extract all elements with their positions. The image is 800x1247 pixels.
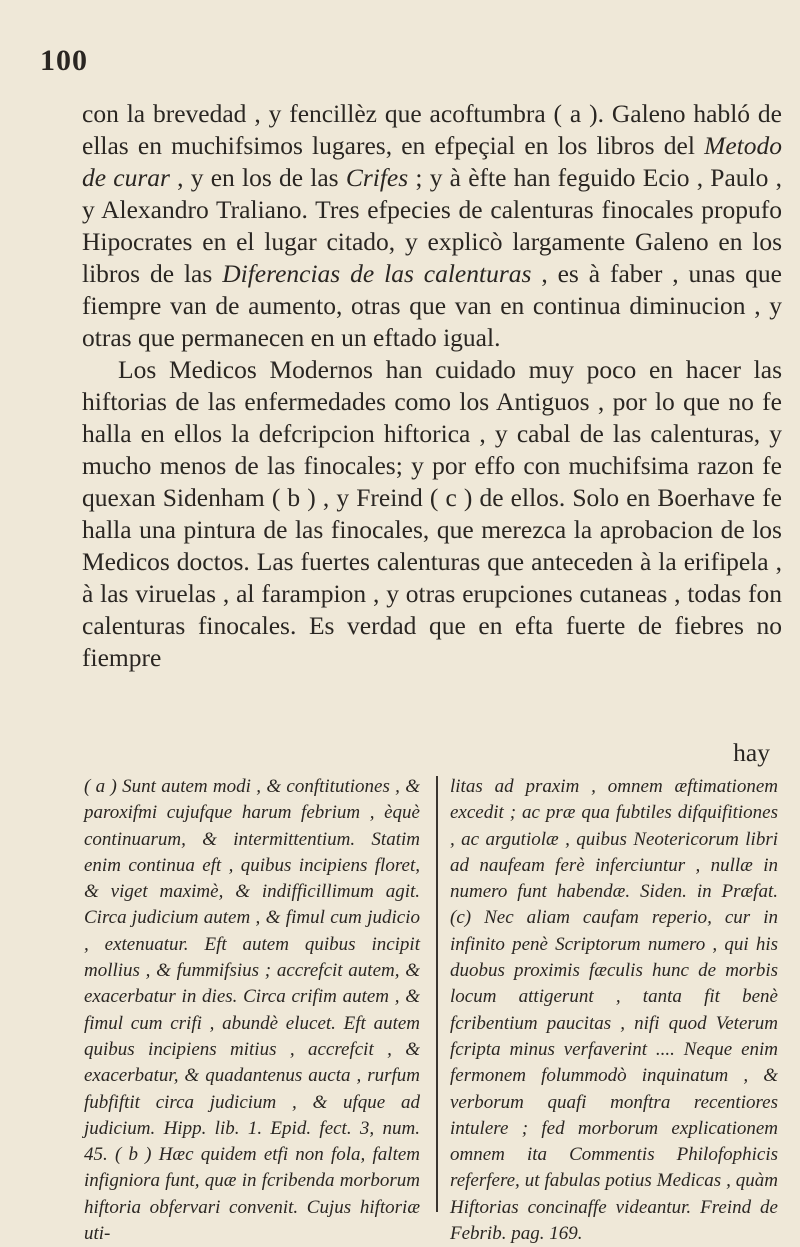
paragraph-1-text-b: , y en los de las [169,163,346,192]
paragraph-1-text-a: con la brevedad , y fencillèz que acoftumbra ( a ). Galeno habló de ellas en muchifsimos lugares, en efpeçial en los libros del [82,99,782,160]
paragraph-1-text-d: , es à faber , unas que fiempre van de aumento, otras que van en continua diminucion , y otras que permanecen en un eftado igual. [82,259,782,352]
book-title-diferencias: Diferencias de las calenturas [222,259,532,288]
paragraph-2: Los Medicos Modernos han cuidado muy poco en hacer las hiftorias de las enfermedades como los Antiguos , por lo que no fe halla en ellos la defcripcion hiftorica , y cabal de las calenturas, y mucho menos de las finocales; y por effo con muchifsima razon fe quexan Sidenham ( b ) , y Freind ( c ) de ellos. Solo en Boerhave fe halla una pintura de las finocales, que merezca la aprobacion de los Medicos doctos. Las fuertes calenturas que anteceden à la erifipela , à las viruelas , al farampion , y otras erupciones cutaneas , todas fon calenturas finocales. Es verdad que en efta fuerte de fiebres no fiempre [82,355,782,672]
book-title-metodo: Metodo de curar [82,131,782,192]
footnote-left-column: ( a ) Sunt autem modi , & conftitutiones , & paroxifmi cujufque harum febrium , èquè continuarum, & intermittentium. Statim enim continua eft , quibus incipiens floret, & viget maximè, & indifficillimum agit. Circa judicium autem , & fimul cum judicio , extenuatur. Eft autem quibus incipit mollius , & fummifsius ; accrefcit autem, & exacerbatur in dies. Circa crifim autem , & fimul cum crifi , abundè elucet. Eft autem quibus incipiens mitius , accrefcit , & exacerbatur, & quadantenus aucta , rurfum fubfiftit circa judicium , & ufque ad judicium. Hipp. lib. 1. Epid. fect. 3, num. 45. ( b ) Hæc quidem etfi non fola, faltem infigniora funt, quæ in fcribenda morborum hiftoria obfervari convenit. Cujus hiftoriæ uti- [84,776,420,1245]
footnote-right-column: litas ad praxim , omnem æftimationem excedit ; ac præ qua fubtiles difquifitiones , ac argutiolæ , quibus Neotericorum libri ad naufeam ferè inferciuntur , nullæ in numero funt habendæ. Siden. in Præfat. (c) Nec aliam caufam reperio, cur in infinito penè Scriptorum numero , qui his duobus proximis fæculis hunc de morbis locum attigerunt , tanta fit benè fcribentium paucitas , nifi quod Veterum fcripta minus verfaverint .... Neque enim fermonem folummodò inquinatum , & verborum quafi monftra recentiores intulere ; fed morborum explicationem omnem ita Commentis Philofophicis referfere, ut fabulas potius Medicas , quàm Hiftorias concinaffe videantur. Freind de Febrib. pag. 169. [450,776,778,1245]
column-divider [436,776,438,1212]
page-number: 100 [40,44,88,77]
catchword: hay [733,738,770,767]
main-text [82,98,782,674]
paragraph-1-text-c: ; y à èfte han feguido Ecio , Paulo , y Alexandro Traliano. Tres efpecies de calenturas finocales propufo Hipocrates en el lugar citado, y explicò largamente Galeno en los libros de las [82,163,782,288]
book-title-crises: Crifes [345,163,409,192]
paragraph-1 [82,98,782,354]
